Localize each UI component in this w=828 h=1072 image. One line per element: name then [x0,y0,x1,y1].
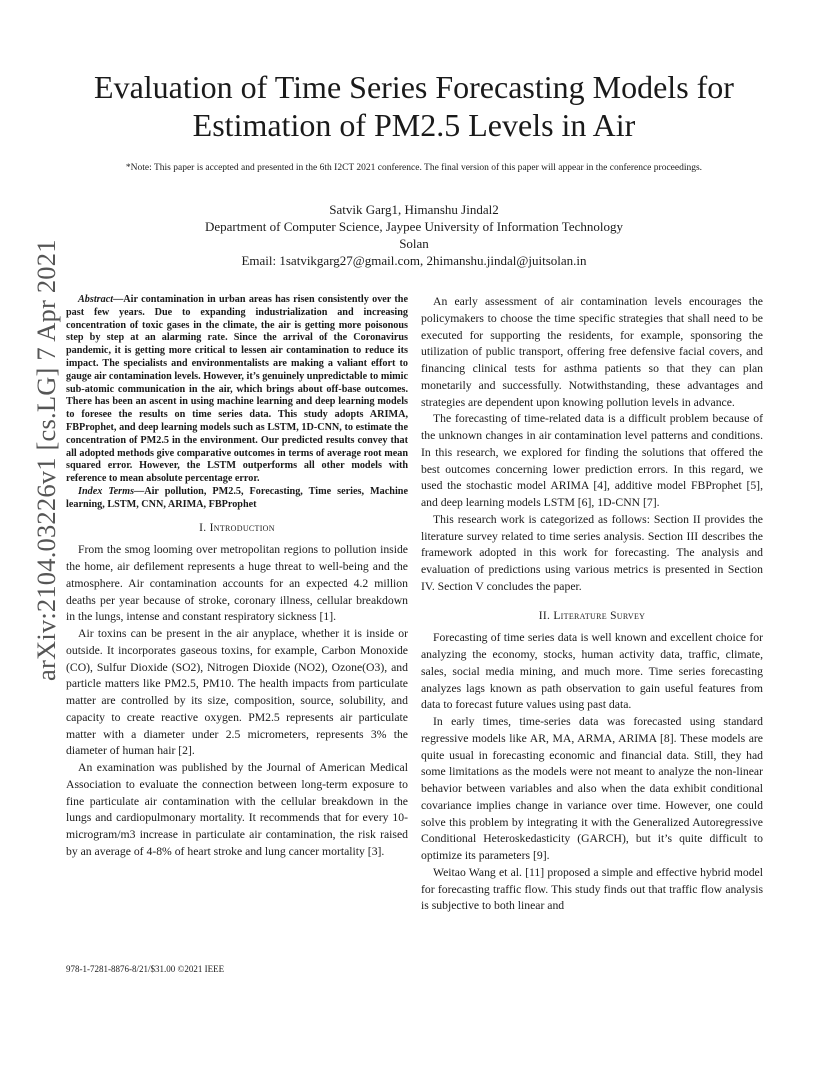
title-line-2: Estimation of PM2.5 Levels in Air [192,107,636,143]
abstract [66,294,408,486]
lit-paragraph-2: In early times, time-series data was forecasted using standard regressive models like AR, MA, ARMA, ARIMA [8]. These models are quite usual in forecasting economic and financial data. Still, they had some limitations as the models were not meant to analyze the non-linear behavior between variables and also when the data exhibit conditional covariance implies change in variance over time. However, one could solve this problem by integrating it with the Generalized Autoregressive Conditional Heteroskedasticity (GARCH), but it’s quite difficult to optimize its parameters [9]. [421,715,763,862]
author-city: Solan [399,236,429,251]
right-paragraph-2: The forecasting of time-related data is a difficult problem because of the unknown changes in air contamination level patterns and conditions. In this research, we explored for finding the solutions that offered the best outcomes concerning lower prediction errors. In this regard, we used the stochastic model ARIMA [4], additive model FBProphet [5], and deep learning models LSTM [6], 1D-CNN [7]. [421,412,763,509]
intro-paragraph-2: Air toxins can be present in the air anyplace, whether it is inside or outside. It incorporates gaseous toxins, for example, Carbon Monoxide (CO), Sulfur Dioxide (SO2), Nitrogen Dioxide (NO2), Ozone(O3), and particle matters like PM2.5, PM10. The health impacts from particulate matter are controlled by its size, composition, source, solubility, and capacity to create reactive oxygen. PM2.5 represents air particulate matter with a diameter under 2.5 micrometers, represents 3% the diameter of human hair [2]. [66,627,408,758]
section-heading-literature-survey: II. Literature Survey [538,609,646,622]
title-line-1: Evaluation of Time Series Forecasting Models for [94,69,734,105]
abstract-text: —Air contamination in urban areas has risen consistently over the past few years. Due to expanding industrialization and increasing concentration of toxic gases in the climate, the air is getting more poisonous step by step at an alarming rate. Since the arrival of the Coronavirus pandemic, it is getting more critical to lessen air contamination to reduce its impact. The specialists and environmentalists are making a valiant effort to gauge air contamination levels. However, it’s genuinely unpredictable to mimic sub-atomic communication in the air, which brings about off-base outcomes. There has been an ascent in using machine learning and deep learning models to foresee the results on time series data. This study adopts ARIMA, FBProphet, and deep learning models such as LSTM, 1D-CNN, to estimate the concentration of PM2.5 in the environment. Our predicted results convey that all adopted methods give comparative outcomes in terms of average root mean squared error. However, the LSTM outperforms all other models with reference to mean absolute percentage error. [66,294,408,485]
lit-paragraph-1: Forecasting of time series data is well known and excellent choice for analyzing the economy, stocks, human activity data, traffic, climate, sales, social media mining, and much more. Time series forecasting analyzes lags known as path observation to gain useful features from data to forecast future values using past data. [421,631,763,712]
intro-paragraph-1: From the smog looming over metropolitan regions to pollution inside the home, air defilement represents a huge threat to well-being and the atmosphere. Air contamination accounts for an expected 4.2 million deaths per year because of stroke, coronary illness, cellular breakdown in the lungs, intense and constant respiratory sickness [1]. [66,543,408,624]
intro-paragraph-3: An examination was published by the Journal of American Medical Association to evaluate the connection between long-term exposure to fine particulate air contamination with the cellular breakdown in the lungs and cardiopulmonary mortality. It recommends that for every 10-microgram/m3 increase in particulate air contamination, the risk raised by an average of 4-8% of heart stroke and lung cancer mortality [3]. [66,761,408,858]
paper-title [40,68,788,144]
arxiv-stamp [30,239,70,681]
left-column [66,294,408,861]
right-paragraph-1: An early assessment of air contamination levels encourages the policymakers to choose the time specific strategies that shall need to be executed for supporting the residents, for example, sponsoring the utilization of public transport, offering free defensive facial covers, and financing clinical tests for asthma patients so that they can plan monetarily and successfully. Notwithstanding, these advantages and strategies are dependent upon knowing pollution levels in advance. [421,295,763,409]
author-email: Email: 1satvikgarg27@gmail.com, 2himanshu.jindal@juitsolan.in [241,253,587,268]
author-block [40,201,788,269]
lit-paragraph-3: Weitao Wang et al. [11] proposed a simple and effective hybrid model for forecasting traffic flow. This study finds out that traffic flow analysis is subjective to both linear and [421,865,763,913]
index-terms [66,486,408,512]
arxiv-identifier: arXiv:2104.03226v1 [cs.LG] 7 Apr 2021 [31,239,61,681]
abstract-lead: Abstract [78,294,114,305]
index-terms-lead: Index Terms [78,485,135,497]
author-department: Department of Computer Science, Jaypee University of Information Technology [205,219,623,234]
conference-note: *Note: This paper is accepted and presented in the 6th I2CT 2021 conference. The final version of this paper will appear in the conference proceedings. [125,163,703,173]
right-column [421,294,763,915]
copyright-footer: 978-1-7281-8876-8/21/$31.00 ©2021 IEEE [66,964,225,974]
right-paragraph-3: This research work is categorized as follows: Section II provides the literature survey related to time series analysis. Section III describes the framework adopted in this work for forecasting. The analysis and evaluation of predictions using various metrics is presented in Section IV. Section V concludes the paper. [421,512,763,593]
index-terms-text: —Air pollution, PM2.5, Forecasting, Time series, Machine learning, LSTM, CNN, ARIMA, FBProphet [66,485,408,510]
author-names: Satvik Garg1, Himanshu Jindal2 [329,202,499,217]
section-heading-introduction: I. Introduction [199,521,275,534]
